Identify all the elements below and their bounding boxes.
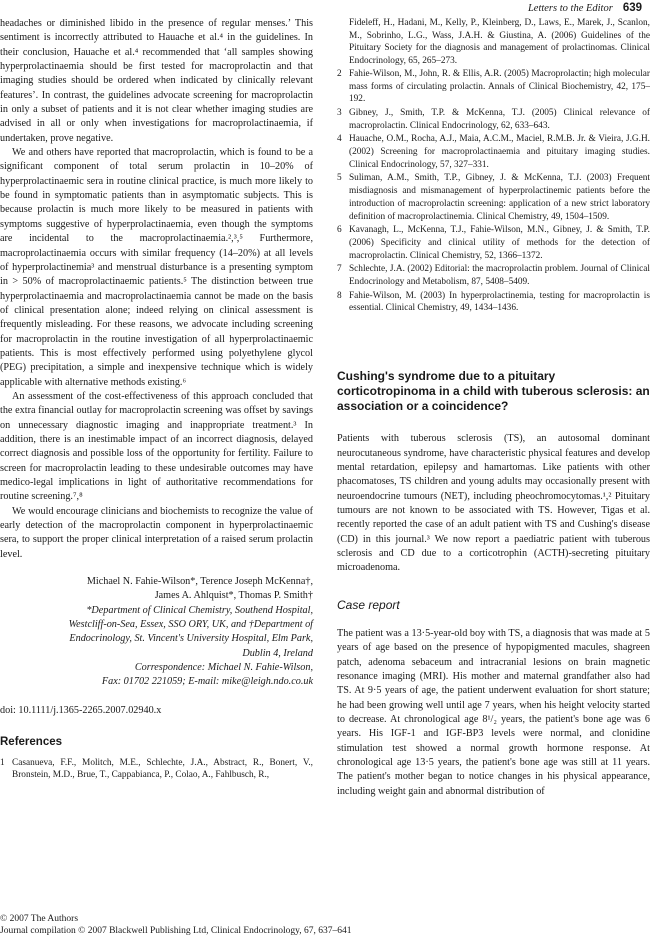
affiliation-line: Westcliff-on-Sea, Essex, SSO ORY, UK, and †Department of — [68, 619, 313, 631]
author-line: James A. Ahlquist*, Thomas P. Smith† — [154, 590, 313, 602]
correspondence-line: Correspondence: Michael N. Fahie-Wilson, — [134, 662, 313, 674]
reference-text: Hauache, O.M., Rocha, A.J., Maia, A.C.M., Maciel, R.M.B. Jr. & Vieira, J.G.H. (2002) Screening for macroprolactinaemia and pituitary imaging studies. Clinical Endocrinology, 57, 327–331. — [349, 134, 650, 170]
paragraph: Patients with tuberous sclerosis (TS), an autosomal dominant neurocutaneous syndrome, have characteristic physical features and develop mental retardation, epilepsy and hamartomas. Like patients with other phacomatoses, TS children and young adults may occasionally present with neuroendocrine tumours (NET), including pheochromocytomas.¹,² Pituitary tumours are not known to be associated with TS. However, Tigas et al. recently reported the case of an adult patient with TS and Cushing's disease (CD) in this journal.³ We now report a paediatric patient with tuberous sclerosis and CD due to a corticotrophin (ACTH)-secreting pituitary microadenoma. — [337, 433, 650, 574]
signature-block — [0, 575, 313, 690]
paragraph: The patient was a 13·5-year-old boy with TS, a diagnosis that was made at 5 years of age based on the presence of hypopigmented macules, shagreen patch, adenoma sebaceum and intracranial lesions on brain magnetic resonance imaging (MRI). His mother and maternal grandfather also had TS. At 9·5 years of age, the patient underwent evaluation for short stature; he had been growing well until age 7 years, when his height velocity started to decrease. At chronological age 8¹/₂ years, the patient's bone age was 6 years. His IGF-1 and IGF-BP3 levels were normal, and clonidine stimulation test showed a normal growth hormone response. At chronological age 13·5 years, the patient's bone age was still at 11 years. The patient's mother began to notice changes in his physical appearance, including weight gain and abnormal distribution of — [337, 627, 650, 797]
reference-continuation: Fideleff, H., Hadani, M., Kelly, P., Kleinberg, D., Laws, E., Marek, J., Scanlon, M., Sobrinho, L.G., Wass, J.A.H. & Giustina, A. (2006) Guidelines of the Pituitary Society for the diagnosis and management of prolactinomas. Clinical Endocrinology, 65, 265–273. — [349, 18, 650, 67]
paragraph: headaches or diminished libido in the presence of regular menses.’ This sentiment is incorrectly attributed to Hauache et al.⁴ in the guidelines. In their conclusion, Hauache et al.⁴ recommended that ‘all samples showing hyperprolactinaemia should be first tested for macroprolactin and that imaging studies should be ordered when indicated by clinically relevant features’. In contrast, the guidelines advocate screening for macroprolactin in only a subset of patients and it is not clear whether imaging studies are advised in all or only when investigations for macroprolactinaemia, if undertaken, prove negative. — [0, 18, 313, 144]
contact-line: Fax: 01702 221059; E-mail: mike@leigh.ndo.co.uk — [101, 676, 313, 688]
affiliation-line: *Department of Clinical Chemistry, Southend Hospital, — [86, 604, 313, 616]
reference-list — [0, 757, 313, 782]
doi: doi: 10.1111/j.1365-2265.2007.02940.x — [0, 704, 162, 716]
reference-number: 8 — [337, 290, 342, 301]
left-column — [0, 17, 313, 783]
reference-item — [337, 68, 650, 106]
reference-text: Kavanagh, L., McKenna, T.J., Fahie-Wilson, M.N., Gibney, J. & Smith, T.P. (2006) Specificity and clinical utility of methods for the detection of macroprolactin. Clinical Chemistry, 52, 1366–1372. — [349, 225, 650, 261]
reference-number: 4 — [337, 134, 342, 145]
reference-text: Suliman, A.M., Smith, T.P., Gibney, J. & McKenna, T.J. (2003) Frequent misdiagnosis and mismanagement of hyperprolactinemic patients before the introduction of macroprolactin screening: application of a new strict laboratory definition of macroprolactinemia. Clinical Chemistry, 49, 1504–1509. — [349, 173, 650, 222]
reference-number: 3 — [337, 107, 342, 118]
page-footer — [0, 913, 351, 937]
paragraph: An assessment of the cost-effectiveness of this approach concluded that the extra financial outlay for macroprolactin screening was offset by savings on unnecessary diagnostic imaging and inappropriate treatment.³ In addition, there is an inestimable impact of an incorrect diagnosis, delayed correct diagnosis and possible loss of the opportunity for fertility. Failure to screen for macroprolactin leading to these undesirable outcomes may have medico-legal implications in light of authoritative recommendations for routine screening.⁷,⁸ — [0, 390, 313, 503]
reference-number: 6 — [337, 225, 342, 236]
running-title: Letters to the Editor — [527, 2, 613, 14]
section-title: Case report — [337, 597, 400, 612]
running-header — [528, 0, 642, 16]
reference-item — [0, 757, 313, 782]
author-line: Michael N. Fahie-Wilson*, Terence Joseph McKenna†, — [86, 576, 313, 588]
copyright-line: © 2007 The Authors — [0, 914, 79, 924]
affiliation-line: Dublin 4, Ireland — [242, 647, 313, 659]
reference-number: 5 — [337, 173, 342, 184]
reference-number: 7 — [337, 264, 342, 275]
reference-item — [337, 290, 650, 315]
references-heading: References — [0, 736, 63, 749]
affiliation-line: Endocrinology, St. Vincent's University Hospital, Elm Park, — [69, 633, 313, 645]
article-title: Cushing's syndrome due to a pituitary corticotropinoma in a child with tuberous sclerosis: an association or a coincidence? — [337, 369, 650, 414]
reference-item — [337, 172, 650, 223]
reference-item — [337, 224, 650, 262]
right-column — [337, 17, 650, 799]
reference-text: Fahie-Wilson, M. (2003) In hyperprolactinemia, testing for macroprolactin is essential. Clinical Chemistry, 49, 1434–1436. — [349, 290, 650, 314]
reference-text: Schlechte, J.A. (2002) Editorial: the macroprolactin problem. Journal of Clinical Endocrinology and Metabolism, 87, 5408–5409. — [349, 264, 650, 288]
reference-item — [337, 263, 650, 288]
reference-text: Gibney, J., Smith, T.P. & McKenna, T.J. (2005) Clinical relevance of macroprolactin. Clinical Endocrinology, 62, 633–643. — [349, 107, 650, 131]
journal-line: Journal compilation © 2007 Blackwell Publishing Ltd, Clinical Endocrinology, 67, 637–641 — [0, 926, 352, 936]
paragraph: We would encourage clinicians and biochemists to recognize the value of early detection of the macroprolactin component in hyperprolactinaemic sera, to support the proper clinical interpretation of a raised serum prolactin level. — [0, 505, 313, 560]
reference-item — [337, 107, 650, 132]
page-number: 639 — [622, 2, 642, 14]
reference-text: Casanueva, F.F., Molitch, M.E., Schlechte, J.A., Abstract, R., Bonert, V., Bronstein, M.D., Brue, T., Cappabianca, P., Colao, A., Fahlbusch, R., — [12, 757, 313, 781]
reference-number: 1 — [0, 757, 5, 768]
reference-number: 2 — [337, 68, 342, 79]
paragraph: We and others have reported that macroprolactin, which is found to be a significant component of total serum prolactin in 10–20% of hyperprolactinaemic sera in routine clinical practice, is much more likely to be found in symptomatic patients than in asymptomatic subjects. This is because prolactin is much more likely to be measured in patients with symptoms suggestive of hyperprolactinaemia, even though the symptoms are incidental to the macroprolactinaemia.²,³,⁵ Furthermore, macroprolactinaemia occurs with similar frequency (14–20%) at all levels of hyperprolactinemia³ and menstrual disturbance is a presenting symptom in > 50% of macroprolactinaemic patients.⁵ The distinction between true hyperprolactinaemia and macroprolactinaemia cannot be made on the basis of clinical presentation alone; indeed relying on clinical assessment is frequently misleading. For these reasons, we advocate including screening for macroprolactin in the routine investigation of all hyperprolactinaemic patients. This is most effectively performed using polyethylene glycol (PEG) precipitation, a simple and inexpensive technique which is widely applicable with alternative methods existing.⁶ — [0, 147, 313, 388]
reference-item — [337, 133, 650, 171]
reference-list — [337, 68, 650, 315]
reference-text: Fahie-Wilson, M., John, R. & Ellis, A.R. (2005) Macroprolactin; high molecular mass forms of circulating prolactin. Annals of Clinical Biochemistry, 42, 175–192. — [349, 68, 650, 105]
